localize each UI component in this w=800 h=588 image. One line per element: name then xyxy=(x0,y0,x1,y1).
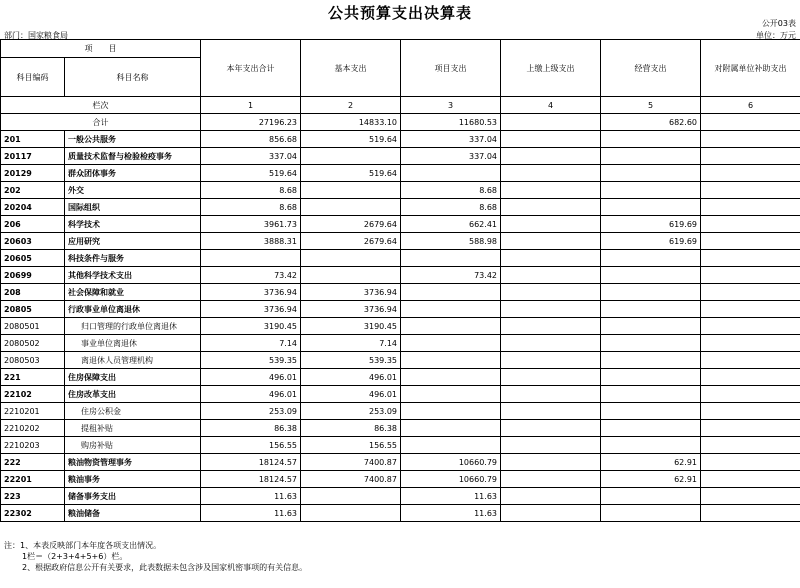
amount-cell xyxy=(601,352,701,369)
amount-cell xyxy=(601,250,701,267)
amount-cell xyxy=(701,250,800,267)
amount-cell xyxy=(301,488,401,505)
amount-cell xyxy=(701,233,800,250)
total-cell: 11680.53 xyxy=(401,114,501,131)
amount-cell xyxy=(501,403,601,420)
amount-cell xyxy=(701,352,800,369)
amount-cell xyxy=(401,386,501,403)
table-row xyxy=(1,250,800,267)
expenditure-table xyxy=(0,39,800,522)
amount-cell: 86.38 xyxy=(201,420,301,437)
amount-cell xyxy=(601,182,701,199)
note-line: 2、根据政府信息公开有关要求，此表数据未包含涉及国家机密事项的有关信息。 xyxy=(22,563,308,572)
amount-cell xyxy=(701,454,800,471)
amount-cell: 156.55 xyxy=(301,437,401,454)
table-row xyxy=(1,165,800,182)
amount-cell xyxy=(401,318,501,335)
subject-name-cell: 购房补贴 xyxy=(65,437,201,454)
amount-cell xyxy=(701,284,800,301)
table-row xyxy=(1,488,800,505)
amount-cell xyxy=(401,437,501,454)
amount-cell xyxy=(601,284,701,301)
amount-cell: 7400.87 xyxy=(301,471,401,488)
amount-cell xyxy=(401,165,501,182)
index-label: 栏次 xyxy=(1,97,201,114)
table-row xyxy=(1,471,800,488)
amount-cell xyxy=(501,420,601,437)
amount-cell xyxy=(701,216,800,233)
amount-cell xyxy=(401,250,501,267)
amount-cell: 496.01 xyxy=(301,386,401,403)
subject-code-cell: 20805 xyxy=(1,301,65,318)
amount-cell xyxy=(201,250,301,267)
amount-cell: 10660.79 xyxy=(401,454,501,471)
amount-cell: 856.68 xyxy=(201,131,301,148)
note-line: 注：1、本表反映部门本年度各项支出情况。 xyxy=(4,541,162,550)
amount-cell: 7.14 xyxy=(201,335,301,352)
amount-cell xyxy=(601,267,701,284)
amount-cell: 3190.45 xyxy=(301,318,401,335)
amount-cell xyxy=(601,369,701,386)
amount-cell: 253.09 xyxy=(301,403,401,420)
amount-cell xyxy=(601,488,701,505)
amount-cell: 11.63 xyxy=(401,505,501,522)
subject-name-cell: 归口管理的行政单位离退休 xyxy=(65,318,201,335)
subject-name-cell: 国际组织 xyxy=(65,199,201,216)
amount-cell xyxy=(501,199,601,216)
amount-cell: 619.69 xyxy=(601,233,701,250)
amount-cell: 3888.31 xyxy=(201,233,301,250)
amount-cell xyxy=(701,386,800,403)
amount-cell: 337.04 xyxy=(401,131,501,148)
subject-code-cell: 22302 xyxy=(1,505,65,522)
col-header-subsidy: 对附属单位补助支出 xyxy=(701,40,800,97)
subject-name-cell: 住房公积金 xyxy=(65,403,201,420)
amount-cell: 3736.94 xyxy=(301,301,401,318)
table-row xyxy=(1,199,800,216)
index-cell: 4 xyxy=(501,97,601,114)
amount-cell: 18124.57 xyxy=(201,454,301,471)
subject-code-cell: 208 xyxy=(1,284,65,301)
subject-name-cell: 科学技术 xyxy=(65,216,201,233)
amount-cell: 8.68 xyxy=(201,182,301,199)
col-header-remit: 上缴上级支出 xyxy=(501,40,601,97)
amount-cell xyxy=(501,505,601,522)
subject-code-cell: 20117 xyxy=(1,148,65,165)
amount-cell: 11.63 xyxy=(201,488,301,505)
subject-code-cell: 22102 xyxy=(1,386,65,403)
amount-cell xyxy=(601,386,701,403)
col-header-operating: 经营支出 xyxy=(601,40,701,97)
index-cell: 2 xyxy=(301,97,401,114)
index-row xyxy=(1,97,800,114)
subject-name-cell: 科技条件与服务 xyxy=(65,250,201,267)
table-row xyxy=(1,233,800,250)
subject-name-cell: 粮油储备 xyxy=(65,505,201,522)
total-cell xyxy=(501,114,601,131)
subject-code-cell: 222 xyxy=(1,454,65,471)
subject-name-cell: 外交 xyxy=(65,182,201,199)
amount-cell xyxy=(601,131,701,148)
subject-name-cell: 提租补贴 xyxy=(65,420,201,437)
subject-code-cell: 2210202 xyxy=(1,420,65,437)
amount-cell xyxy=(401,369,501,386)
amount-cell xyxy=(501,165,601,182)
table-row xyxy=(1,386,800,403)
amount-cell xyxy=(601,199,701,216)
index-cell: 6 xyxy=(701,97,800,114)
amount-cell: 3736.94 xyxy=(201,301,301,318)
amount-cell xyxy=(601,318,701,335)
amount-cell xyxy=(701,165,800,182)
table-row xyxy=(1,352,800,369)
item-header: 项 目 xyxy=(1,40,201,58)
total-row xyxy=(1,114,800,131)
subject-code-cell: 206 xyxy=(1,216,65,233)
amount-cell: 3736.94 xyxy=(201,284,301,301)
table-row xyxy=(1,335,800,352)
amount-cell: 496.01 xyxy=(201,369,301,386)
amount-cell: 11.63 xyxy=(401,488,501,505)
table-row xyxy=(1,284,800,301)
subject-name-cell: 一般公共服务 xyxy=(65,131,201,148)
amount-cell xyxy=(501,250,601,267)
amount-cell: 3736.94 xyxy=(301,284,401,301)
amount-cell: 3190.45 xyxy=(201,318,301,335)
table-row xyxy=(1,505,800,522)
amount-cell: 539.35 xyxy=(301,352,401,369)
subject-name-cell: 储备事务支出 xyxy=(65,488,201,505)
amount-cell xyxy=(501,471,601,488)
amount-cell xyxy=(501,386,601,403)
report-title: 公共预算支出决算表 xyxy=(327,4,472,22)
subject-name-cell: 粮油事务 xyxy=(65,471,201,488)
amount-cell xyxy=(601,335,701,352)
col-header-project: 项目支出 xyxy=(401,40,501,97)
amount-cell xyxy=(301,148,401,165)
subject-code-cell: 20699 xyxy=(1,267,65,284)
amount-cell: 496.01 xyxy=(201,386,301,403)
amount-cell xyxy=(701,199,800,216)
amount-cell xyxy=(701,437,800,454)
amount-cell xyxy=(701,182,800,199)
amount-cell xyxy=(701,301,800,318)
amount-cell: 8.68 xyxy=(201,199,301,216)
amount-cell xyxy=(501,352,601,369)
table-row xyxy=(1,301,800,318)
amount-cell xyxy=(401,335,501,352)
amount-cell: 253.09 xyxy=(201,403,301,420)
subject-code-cell: 201 xyxy=(1,131,65,148)
subject-code-cell: 20129 xyxy=(1,165,65,182)
table-row xyxy=(1,454,800,471)
amount-cell xyxy=(501,301,601,318)
table-row xyxy=(1,182,800,199)
subject-code-cell: 2210201 xyxy=(1,403,65,420)
subject-code-cell: 2080501 xyxy=(1,318,65,335)
amount-cell: 62.91 xyxy=(601,471,701,488)
amount-cell xyxy=(501,454,601,471)
amount-cell xyxy=(301,250,401,267)
amount-cell xyxy=(701,318,800,335)
amount-cell xyxy=(701,131,800,148)
amount-cell: 11.63 xyxy=(201,505,301,522)
amount-cell: 73.42 xyxy=(201,267,301,284)
total-cell: 682.60 xyxy=(601,114,701,131)
amount-cell: 8.68 xyxy=(401,199,501,216)
amount-cell: 337.04 xyxy=(201,148,301,165)
amount-cell xyxy=(601,403,701,420)
index-cell: 1 xyxy=(201,97,301,114)
amount-cell xyxy=(601,505,701,522)
amount-cell xyxy=(701,471,800,488)
amount-cell: 2679.64 xyxy=(301,216,401,233)
table-row xyxy=(1,437,800,454)
subject-name-cell: 应用研究 xyxy=(65,233,201,250)
amount-cell xyxy=(601,148,701,165)
amount-cell xyxy=(701,369,800,386)
subject-code-cell: 2210203 xyxy=(1,437,65,454)
amount-cell: 156.55 xyxy=(201,437,301,454)
amount-cell xyxy=(501,216,601,233)
amount-cell: 496.01 xyxy=(301,369,401,386)
table-row xyxy=(1,148,800,165)
amount-cell xyxy=(501,267,601,284)
amount-cell xyxy=(601,420,701,437)
amount-cell: 539.35 xyxy=(201,352,301,369)
subject-code-cell: 2080502 xyxy=(1,335,65,352)
total-cell: 14833.10 xyxy=(301,114,401,131)
total-cell: 27196.23 xyxy=(201,114,301,131)
amount-cell xyxy=(501,148,601,165)
amount-cell xyxy=(401,403,501,420)
amount-cell xyxy=(701,403,800,420)
subject-name-cell: 离退休人员管理机构 xyxy=(65,352,201,369)
subject-name-cell: 行政事业单位离退休 xyxy=(65,301,201,318)
amount-cell xyxy=(601,301,701,318)
subject-name-cell: 其他科学技术支出 xyxy=(65,267,201,284)
subject-name-cell: 粮油物资管理事务 xyxy=(65,454,201,471)
amount-cell: 3961.73 xyxy=(201,216,301,233)
amount-cell: 7400.87 xyxy=(301,454,401,471)
table-row xyxy=(1,131,800,148)
amount-cell xyxy=(701,420,800,437)
amount-cell xyxy=(401,301,501,318)
amount-cell xyxy=(601,437,701,454)
table-row xyxy=(1,420,800,437)
subject-name-cell: 住房改革支出 xyxy=(65,386,201,403)
table-row xyxy=(1,403,800,420)
amount-cell: 519.64 xyxy=(301,131,401,148)
amount-cell: 18124.57 xyxy=(201,471,301,488)
amount-cell xyxy=(501,335,601,352)
amount-cell xyxy=(501,488,601,505)
amount-cell xyxy=(701,488,800,505)
subject-name-cell: 群众团体事务 xyxy=(65,165,201,182)
table-row xyxy=(1,267,800,284)
subject-code-cell: 20605 xyxy=(1,250,65,267)
subject-code-cell: 202 xyxy=(1,182,65,199)
table-row xyxy=(1,318,800,335)
amount-cell xyxy=(301,267,401,284)
note-line: 1栏＝（2+3+4+5+6）栏。 xyxy=(22,552,128,561)
index-cell: 5 xyxy=(601,97,701,114)
amount-cell xyxy=(401,352,501,369)
subject-code-cell: 223 xyxy=(1,488,65,505)
amount-cell xyxy=(701,335,800,352)
amount-cell: 588.98 xyxy=(401,233,501,250)
col-header-total: 本年支出合计 xyxy=(201,40,301,97)
amount-cell: 619.69 xyxy=(601,216,701,233)
amount-cell xyxy=(601,165,701,182)
table-row xyxy=(1,369,800,386)
amount-cell xyxy=(301,182,401,199)
amount-cell xyxy=(501,318,601,335)
amount-cell xyxy=(301,505,401,522)
amount-cell xyxy=(701,148,800,165)
amount-cell xyxy=(401,420,501,437)
amount-cell: 10660.79 xyxy=(401,471,501,488)
col-header-basic: 基本支出 xyxy=(301,40,401,97)
amount-cell: 2679.64 xyxy=(301,233,401,250)
subject-code-cell: 20204 xyxy=(1,199,65,216)
subject-name-cell: 社会保障和就业 xyxy=(65,284,201,301)
total-cell xyxy=(701,114,800,131)
total-label: 合计 xyxy=(1,114,201,131)
amount-cell xyxy=(701,505,800,522)
amount-cell: 519.64 xyxy=(201,165,301,182)
amount-cell: 519.64 xyxy=(301,165,401,182)
subject-code-cell: 221 xyxy=(1,369,65,386)
amount-cell: 8.68 xyxy=(401,182,501,199)
subject-code-cell: 22201 xyxy=(1,471,65,488)
amount-cell xyxy=(401,284,501,301)
amount-cell: 73.42 xyxy=(401,267,501,284)
subject-name-cell: 住房保障支出 xyxy=(65,369,201,386)
table-notes xyxy=(4,540,307,573)
amount-cell: 662.41 xyxy=(401,216,501,233)
code-header: 科目编码 xyxy=(1,58,65,97)
name-header: 科目名称 xyxy=(65,58,201,97)
amount-cell: 86.38 xyxy=(301,420,401,437)
amount-cell xyxy=(501,369,601,386)
amount-cell: 62.91 xyxy=(601,454,701,471)
amount-cell: 337.04 xyxy=(401,148,501,165)
department-label: 部门：国家粮食局 xyxy=(4,31,68,40)
unit-label: 单位：万元 xyxy=(756,31,796,40)
form-number: 公开03表 xyxy=(761,19,796,28)
subject-code-cell: 20603 xyxy=(1,233,65,250)
amount-cell xyxy=(501,131,601,148)
header-row-top xyxy=(1,40,800,58)
amount-cell xyxy=(501,233,601,250)
subject-code-cell: 2080503 xyxy=(1,352,65,369)
amount-cell xyxy=(301,199,401,216)
index-cell: 3 xyxy=(401,97,501,114)
amount-cell xyxy=(501,182,601,199)
subject-name-cell: 质量技术监督与检验检疫事务 xyxy=(65,148,201,165)
amount-cell xyxy=(501,437,601,454)
amount-cell: 7.14 xyxy=(301,335,401,352)
subject-name-cell: 事业单位离退休 xyxy=(65,335,201,352)
amount-cell xyxy=(501,284,601,301)
table-row xyxy=(1,216,800,233)
amount-cell xyxy=(701,267,800,284)
